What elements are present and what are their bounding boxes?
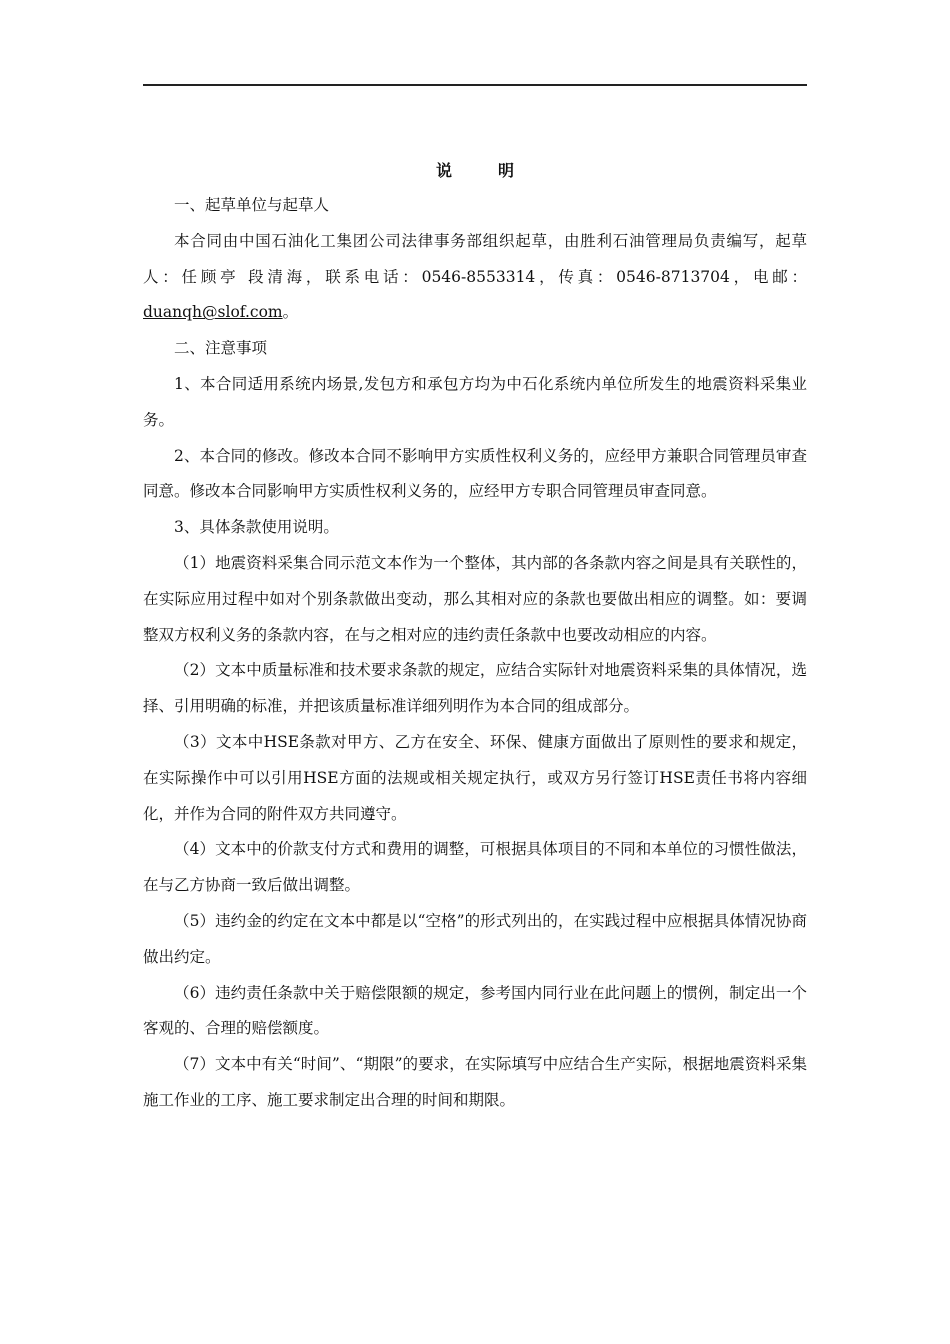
section-1-paragraph [143,224,807,331]
clause-note-3: （3）文本中HSE条款对甲方、乙方在安全、环保、健康方面做出了原则性的要求和规定，在实际操作中可以引用HSE方面的法规或相关规定执行，或双方另行签订HSE责任书将内容细化，并作为合同的附件双方共同遵守。 [143,732,807,823]
section-1-heading: 一、起草单位与起草人 [174,196,330,214]
note-item-1: 1、本合同适用系统内场景,发包方和承包方均为中石化系统内单位所发生的地震资料采集业务。 [143,374,807,429]
title-char-2: 明 [498,161,515,180]
header-rule [143,84,807,86]
section-2-heading: 二、注意事项 [174,339,268,358]
document-body [143,188,807,1119]
clause-note-2: （2）文本中质量标准和技术要求条款的规定，应结合实际针对地震资料采集的具体情况，选择、引用明确的标准，并把该质量标准详细列明作为本合同的组成部分。 [143,661,807,716]
note-item-2: 2、本合同的修改。修改本合同不影响甲方实质性权利义务的，应经甲方兼职合同管理员审查同意。修改本合同影响甲方实质性权利义务的，应经甲方专职合同管理员审查同意。 [143,446,807,501]
drafter-info-end: 。 [282,303,299,322]
email-link[interactable]: duanqh@slof.com [143,303,283,322]
clause-note-6: （6）违约责任条款中关于赔偿限额的规定，参考国内同行业在此问题上的惯例，制定出一个客观的、合理的赔偿额度。 [143,983,807,1038]
page-title [143,160,807,182]
clause-note-5: （5）违约金的约定在文本中都是以“空格”的形式列出的，在实践过程中应根据具体情况协商做出约定。 [143,911,807,966]
clause-note-1: （1）地震资料采集合同示范文本作为一个整体，其内部的各条款内容之间是具有关联性的，在实际应用过程中如对个别条款做出变动，那么其相对应的条款也要做出相应的调整。如：要调整双方权利义务的条款内容，在与之相对应的违约责任条款中也要改动相应的内容。 [143,553,807,644]
drafter-info: 本合同由中国石油化工集团公司法律事务部组织起草，由胜利石油管理局负责编写，起草人：任顾亭 段清海，联系电话：0546-8553314，传真：0546-8713704，电邮： [143,231,807,286]
clause-note-7: （7）文本中有关“时间”、“期限”的要求，在实际填写中应结合生产实际，根据地震资料采集施工作业的工序、施工要求制定出合理的时间和期限。 [143,1055,807,1109]
clause-note-4: （4）文本中的价款支付方式和费用的调整，可根据具体项目的不同和本单位的习惯性做法，在与乙方协商一致后做出调整。 [143,840,807,895]
note-item-3: 3、具体条款使用说明。 [174,518,339,537]
title-char-1: 说 [435,161,452,180]
